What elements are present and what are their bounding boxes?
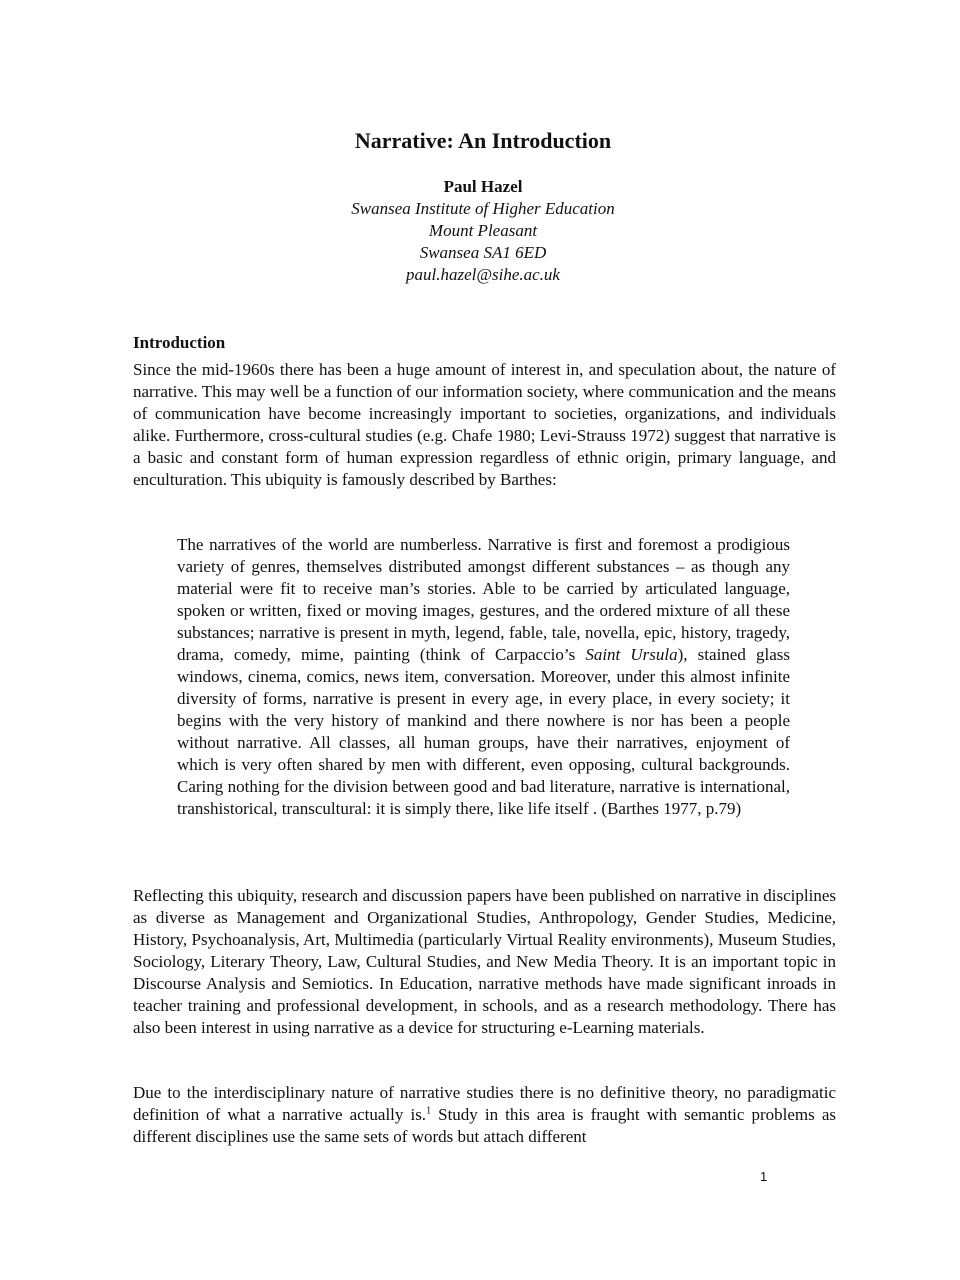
- paragraph-3-continuation: Study in this area is fraught with semantic problems as different disciplines use the same sets of words but attach different: [133, 1105, 837, 1146]
- quote-text-after: ), stained glass windows, cinema, comics, news item, conversation. Moreover, under this almost infinite diversity of forms, narrative is present in every age, in every place, in every society; it begins with the very history of mankind and there nowhere is nor has been a people without narrative. All classes, all human groups, have their narratives, enjoyment of which is very often shared by men with different, even opposing, cultural backgrounds. Caring nothing for the division between good and bad literature, narrative is international, transhistorical, transcultural: it is simply there, like life itself . (Barthes 1977, p.79): [177, 645, 790, 818]
- quote-text-before: The narratives of the world are numberless. Narrative is first and foremost a prodigious variety of genres, themselves distributed amongst different substances – as though any material were fit to receive man’s stories. Able to be carried by articulated language, spoken or written, fixed or moving images, gestures, and the ordered mixture of all these substances; narrative is present in myth, legend, fable, tale, novella, epic, history, tragedy, drama, comedy, mime, painting (think of Carpaccio’s: [177, 535, 790, 664]
- section-heading-introduction: Introduction: [133, 333, 226, 352]
- barthes-block-quote: [177, 534, 790, 820]
- footnote-marker: 1: [426, 1105, 432, 1117]
- page-number: 1: [760, 1169, 768, 1184]
- quote-italic-title: Saint Ursula: [585, 645, 678, 664]
- author-name: Paul Hazel: [443, 177, 523, 196]
- affiliation-street: Mount Pleasant: [428, 221, 538, 240]
- paragraph-3-text: Due to the interdisciplinary nature of narrative studies there is no definitive theory, no paradigmatic definition of what a narrative actually is.: [133, 1083, 836, 1124]
- author-block: [0, 176, 960, 286]
- intro-paragraph-3: [133, 1082, 836, 1148]
- intro-paragraph-1: Since the mid-1960s there has been a huge amount of interest in, and speculation about, the nature of narrative. This may well be a function of our information society, where communication and the means of communication have become increasingly important to societies, organizations, and individuals alike. Furthermore, cross-cultural studies (e.g. Chafe 1980; Levi-Strauss 1972) suggest that narrative is a basic and constant form of human expression regardless of ethnic origin, primary language, and enculturation. This ubiquity is famously described by Barthes:: [133, 360, 836, 489]
- affiliation-city: Swansea SA1 6ED: [419, 243, 547, 262]
- intro-paragraph-2: Reflecting this ubiquity, research and discussion papers have been published on narrative in disciplines as diverse as Management and Organizational Studies, Anthropology, Gender Studies, Medicine, History, Psychoanalysis, Art, Multimedia (particularly Virtual Reality environments), Museum Studies, Sociology, Literary Theory, Law, Cultural Studies, and New Media Theory. It is an important topic in Discourse Analysis and Semiotics. In Education, narrative methods have made significant inroads in teacher training and professional development, in schools, and as a research methodology. There has also been interest in using narrative as a device for structuring e-Learning materials.: [133, 886, 836, 1037]
- author-email: paul.hazel@sihe.ac.uk: [406, 265, 560, 284]
- affiliation-institution: Swansea Institute of Higher Education: [351, 199, 615, 218]
- paper-title: Narrative: An Introduction: [354, 128, 612, 153]
